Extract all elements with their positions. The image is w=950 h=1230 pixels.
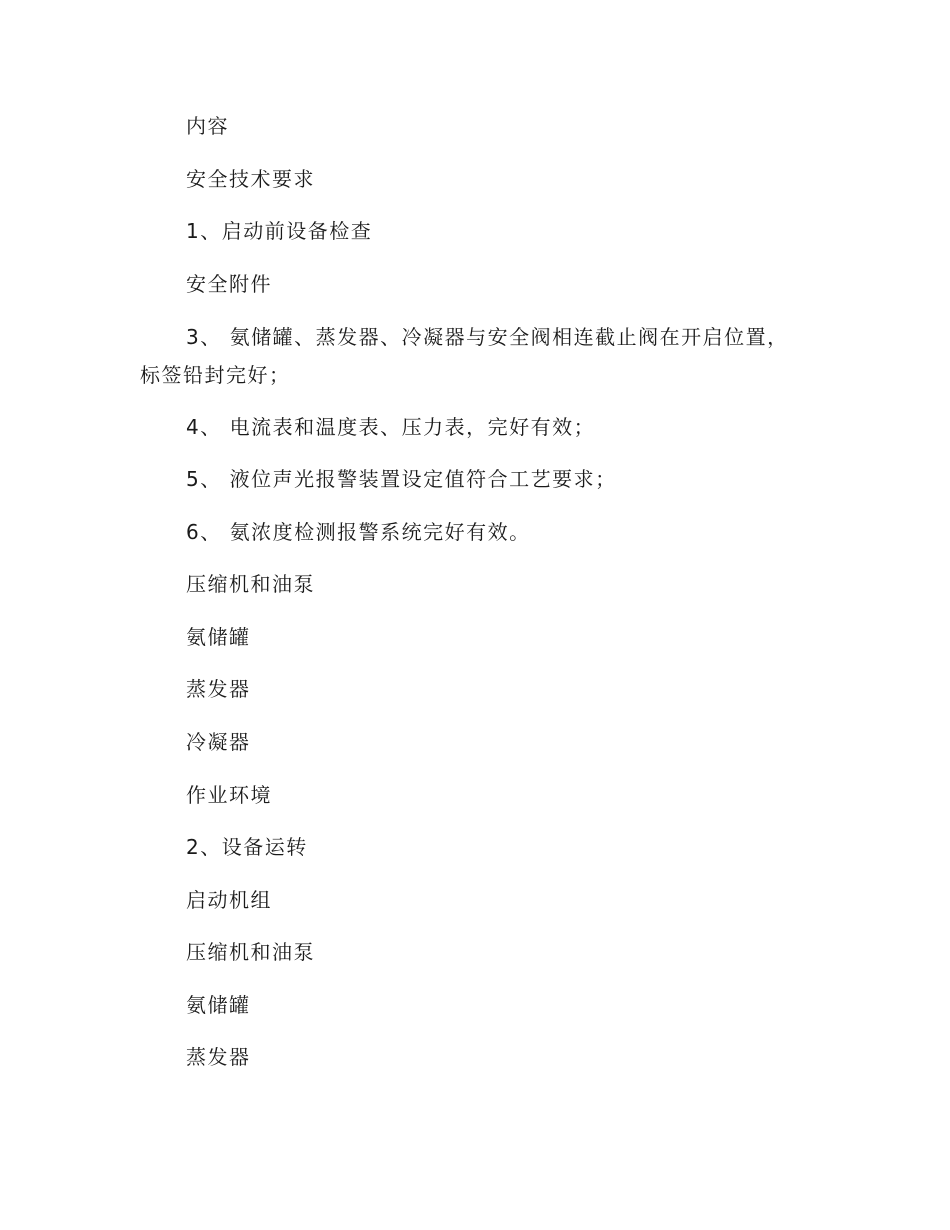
subheading-start-unit: 启动机组 [186, 888, 272, 912]
section-heading-content: 内容 [186, 114, 229, 138]
subheading-compressor-oil-pump-2: 压缩机和油泵 [186, 940, 315, 964]
list-item-4: 4、 电流表和温度表、压力表，完好有效； [186, 415, 596, 439]
subheading-ammonia-tank-2: 氨储罐 [186, 993, 251, 1017]
subheading-condenser: 冷凝器 [186, 730, 251, 754]
section-heading-safety-requirements: 安全技术要求 [186, 167, 315, 191]
section-heading-equipment-operation: 2、设备运转 [186, 835, 308, 859]
subheading-safety-accessories: 安全附件 [186, 272, 272, 296]
subheading-compressor-oil-pump: 压缩机和油泵 [186, 572, 315, 596]
section-heading-pre-start-check: 1、启动前设备检查 [186, 219, 373, 243]
subheading-evaporator: 蒸发器 [186, 677, 251, 701]
list-item-6: 6、 氨浓度检测报警系统完好有效。 [186, 520, 531, 544]
list-item-5: 5、 液位声光报警装置设定值符合工艺要求； [186, 467, 617, 491]
subheading-work-environment: 作业环境 [186, 783, 272, 807]
subheading-evaporator-2: 蒸发器 [186, 1045, 251, 1069]
list-item-3: 3、 氨储罐、蒸发器、冷凝器与安全阀相连截止阀在开启位置，标签铅封完好； [140, 325, 789, 387]
subheading-ammonia-tank: 氨储罐 [186, 625, 251, 649]
